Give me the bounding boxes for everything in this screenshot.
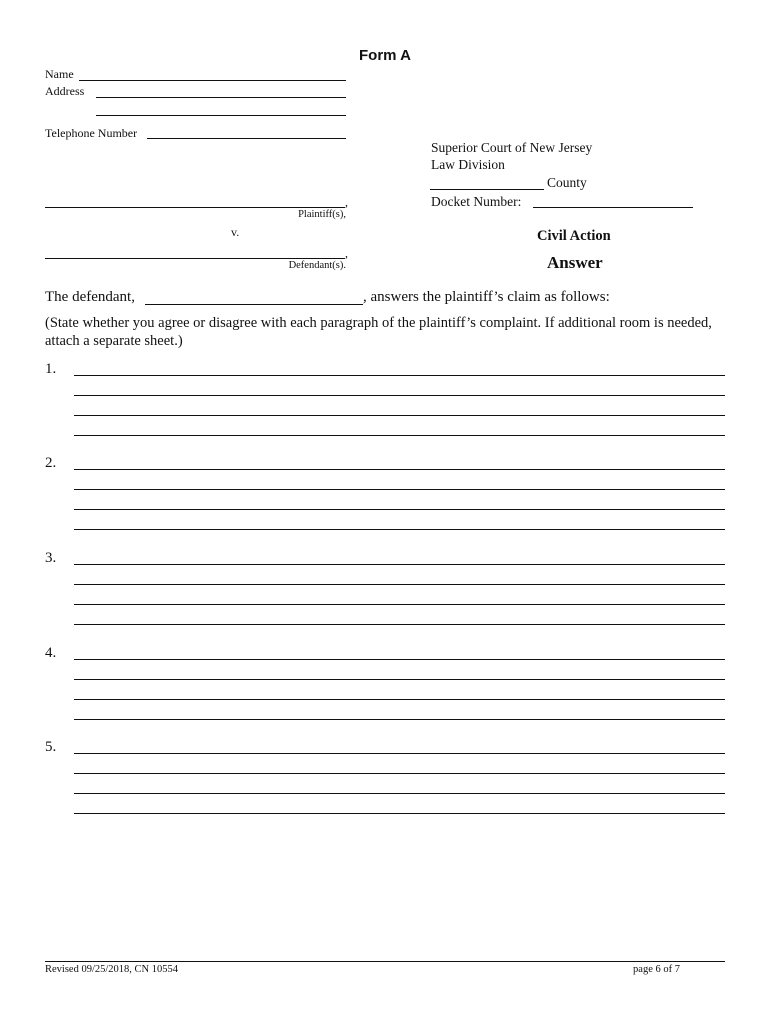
answer-line[interactable] [74,679,725,680]
plaintiff-label: Plaintiff(s), [298,209,346,220]
name-label: Name [45,67,74,81]
name-field[interactable] [79,80,346,81]
county-field[interactable] [430,189,544,190]
defendant-label: Defendant(s). [288,260,346,271]
defendant-field[interactable] [45,258,345,259]
paragraph-number: 3. [45,550,57,566]
page-number: page 6 of 7 [633,964,680,975]
answer-line[interactable] [74,699,725,700]
answer-line[interactable] [74,659,725,660]
telephone-label: Telephone Number [45,126,138,140]
revision-note: Revised 09/25/2018, CN 10554 [45,964,178,975]
answer-line[interactable] [74,604,725,605]
answer-line[interactable] [74,773,725,774]
paragraph-number: 4. [45,645,57,661]
answer-line[interactable] [74,719,725,720]
answer-line[interactable] [74,489,725,490]
footer-divider [45,961,725,962]
answer-line[interactable] [74,564,725,565]
court-division: Law Division [431,157,505,172]
answer-line[interactable] [74,435,725,436]
intro-prefix: The defendant, [45,289,135,305]
plaintiff-field[interactable] [45,207,345,208]
intro-suffix: , answers the plaintiff’s claim as follows: [363,289,610,305]
county-label: County [547,175,587,190]
form-title: Form A [359,47,411,64]
answer-heading: Answer [547,253,603,272]
address-label: Address [45,84,85,98]
docket-label: Docket Number: [431,194,522,209]
answer-line[interactable] [74,509,725,510]
paragraph-number: 1. [45,361,57,377]
instructions-text: (State whether you agree or disagree with each paragraph of the plaintiff’s complaint. If additional room is needed, attach a separate sheet.) [45,315,712,349]
answer-line[interactable] [74,395,725,396]
address-field-line-1[interactable] [96,97,346,98]
answer-line[interactable] [74,415,725,416]
plaintiff-comma: , [345,195,348,209]
address-field-line-2[interactable] [96,115,346,116]
civil-action-heading: Civil Action [537,228,611,244]
answer-line[interactable] [74,375,725,376]
paragraph-number: 2. [45,455,57,471]
paragraph-number: 5. [45,739,57,755]
answer-line[interactable] [74,529,725,530]
answer-line[interactable] [74,793,725,794]
answer-line[interactable] [74,753,725,754]
answer-line[interactable] [74,584,725,585]
court-name: Superior Court of New Jersey [431,140,593,155]
telephone-field[interactable] [147,138,346,139]
docket-number-field[interactable] [533,207,693,208]
answer-line[interactable] [74,624,725,625]
answer-line[interactable] [74,813,725,814]
versus-label: v. [231,225,240,239]
defendant-comma: , [345,246,348,260]
defendant-name-field[interactable] [145,304,363,305]
answer-line[interactable] [74,469,725,470]
